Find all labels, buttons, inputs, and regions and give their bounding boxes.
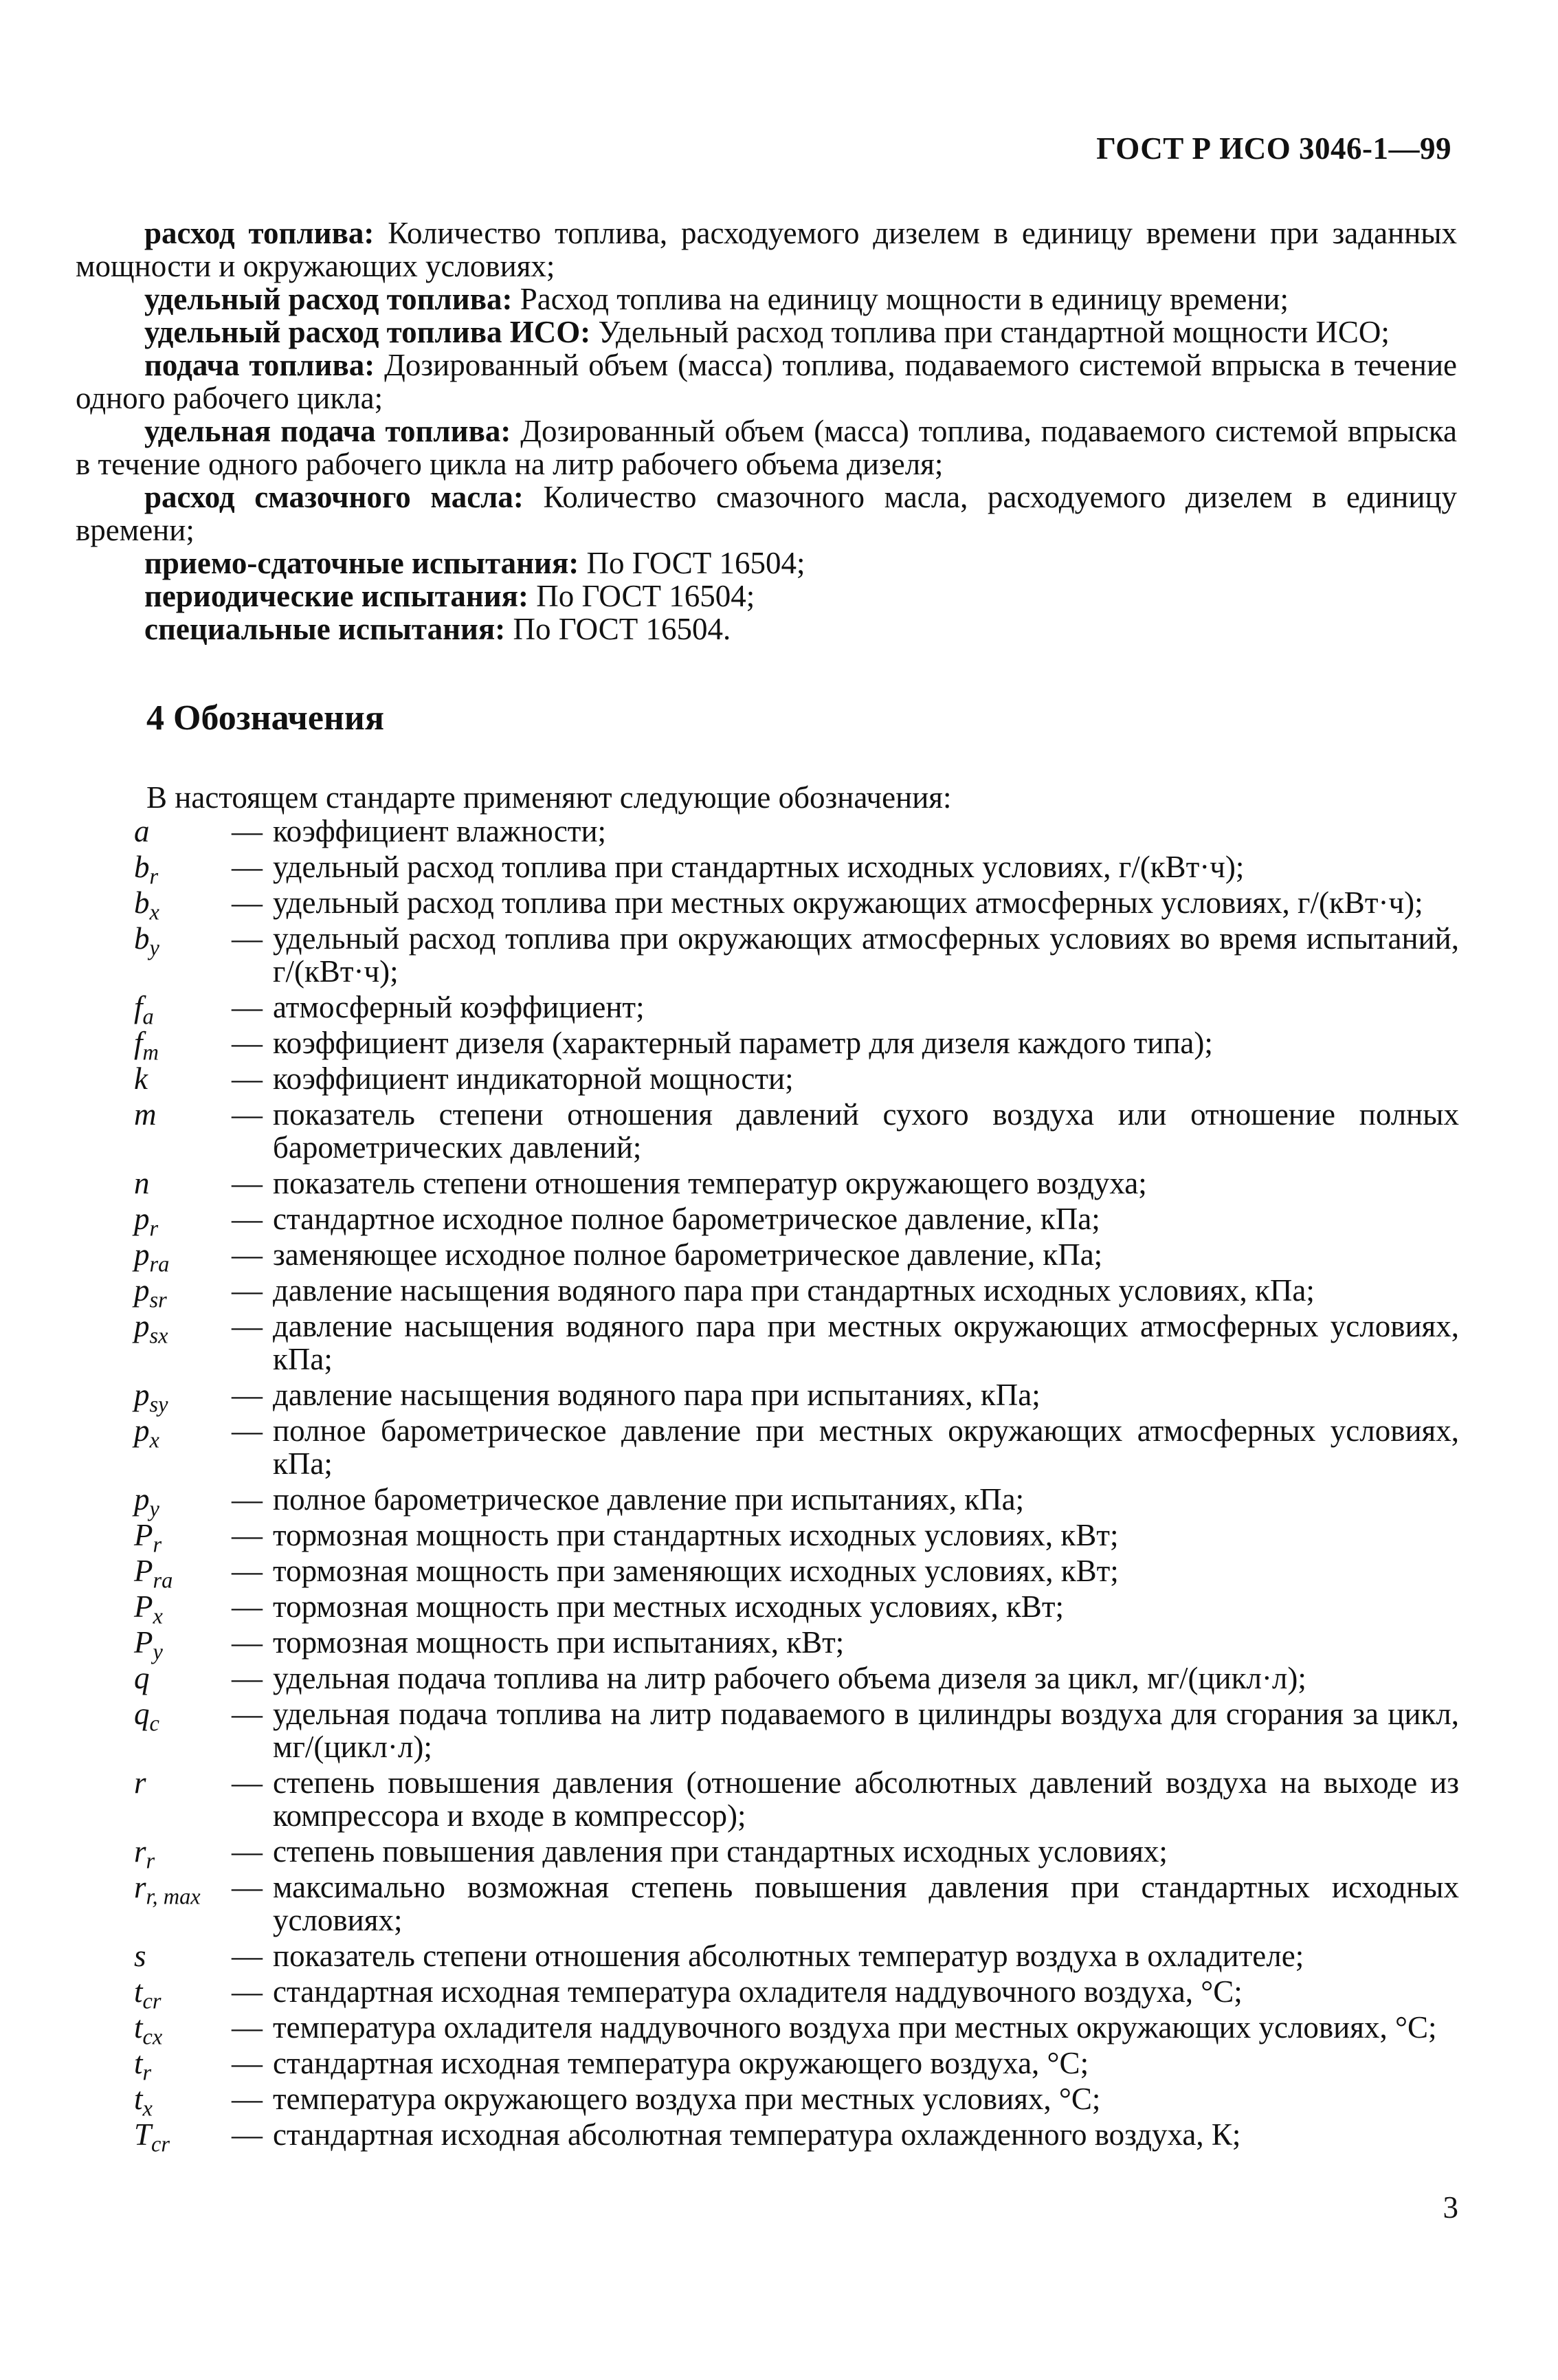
symbol-row [134,1518,1459,1558]
symbol-subscript: cx [142,2025,163,2050]
symbol-base: t [134,2046,143,2080]
symbol-description: удельный расход топлива при местных окружающих атмосферных условиях, г/(кВт·ч); [273,885,1423,920]
symbol-description: удельный расход топлива при стандартных исходных условиях, г/(кВт·ч); [273,850,1245,884]
definition-term: удельная подача топлива: [144,414,511,448]
symbol-dash: — [232,1625,263,1660]
symbol-dash: — [232,1061,263,1096]
symbol [134,1237,232,1277]
symbol-description: давление насыщения водяного пара при местных окружающих атмосферных условиях, кПа; [273,1309,1459,1376]
symbol [134,990,232,1030]
symbol-base: p [134,1378,150,1412]
symbol [134,1554,232,1594]
symbol-dash: — [232,1166,263,1200]
symbol [134,2082,232,2122]
symbol-row [134,1414,1459,1480]
symbol-row [134,1310,1459,1376]
symbol [134,1482,232,1522]
symbol-row [134,1554,1459,1594]
symbol-dash: — [232,1273,263,1308]
symbol-subscript: x [149,900,159,925]
symbol-row [134,1625,1459,1665]
symbol-base: P [134,1589,153,1624]
symbol-description: температура окружающего воздуха при местных условиях, °С; [273,2082,1101,2116]
symbol-description: давление насыщения водяного пара при стандартных исходных условиях, кПа; [273,1273,1315,1308]
symbol [134,1310,232,1376]
symbol-subscript: c [149,1711,159,1737]
symbol-base: t [134,1974,143,2009]
symbol [134,1697,232,1763]
symbol-row [134,2010,1459,2050]
symbol-row [134,850,1459,890]
symbol-row [134,922,1459,988]
page-number: 3 [1443,2190,1458,2225]
symbol-subscript: x [153,1604,163,1629]
symbol [134,1871,232,1937]
symbol [134,1202,232,1242]
symbol-base: p [134,1309,150,1343]
symbol-row [134,815,1459,848]
definition-item [76,547,1457,580]
symbol [134,1026,232,1066]
symbol-base: b [134,850,150,884]
symbol-description: удельная подача топлива на литр подаваемого в цилиндры воздуха для сгорания за цикл, мг/(цикл·л); [273,1697,1459,1764]
symbol-description: стандартная исходная температура охладителя наддувочного воздуха, °С; [273,1974,1243,2009]
symbol [134,1766,232,1832]
symbol [134,1098,232,1164]
definition-text: Дозированный объем (масса) топлива, подаваемого системой впрыска в течение одного рабочего цикла на литр рабочего объема дизеля; [76,414,1458,481]
symbol-description: стандартная исходная температура окружающего воздуха, °С; [273,2046,1089,2080]
symbol-description: температура охладителя наддувочного воздуха при местных окружающих условиях, °С; [273,2010,1437,2045]
symbol-base: k [134,1061,148,1096]
symbol-base: p [134,1202,150,1236]
section-intro: В настоящем стандарте применяют следующие обозначения: [146,780,952,815]
definition-item [76,283,1457,316]
definition-term: специальные испытания: [144,612,506,646]
symbol-dash: — [232,1413,263,1448]
symbol [134,1834,232,1874]
symbol-description: коэффициент индикаторной мощности; [273,1061,794,1096]
symbols-list [134,814,1459,2157]
symbol-row [134,1026,1459,1066]
symbol-dash: — [232,1026,263,1060]
definition-text: Удельный расход топлива при стандартной мощности ИСО; [590,315,1390,349]
definition-term: расход смазочного масла: [144,480,524,514]
symbol-description: показатель степени отношения температур окружающего воздуха; [273,1166,1147,1200]
symbol-subscript: sx [149,1323,168,1349]
symbol [134,2046,232,2086]
symbol-dash: — [232,1661,263,1695]
symbol-row [134,990,1459,1030]
symbol-description: давление насыщения водяного пара при испытаниях, кПа; [273,1378,1040,1412]
symbol-dash: — [232,1378,263,1412]
definition-text: Дозированный объем (масса) топлива, подаваемого системой впрыска в течение одного рабочего цикла; [76,348,1457,415]
definition-term: расход топлива: [144,216,375,250]
symbol-dash: — [232,2010,263,2045]
document-code-header: ГОСТ Р ИСО 3046-1—99 [1096,131,1451,166]
symbol-dash: — [232,885,263,920]
symbol [134,850,232,890]
definitions-list [76,217,1457,646]
symbol-row [134,2117,1459,2157]
symbol-base: q [134,1661,150,1695]
symbol-row [134,1062,1459,1095]
section-title: 4 Обозначения [146,698,384,738]
symbol-base: p [134,1482,150,1517]
symbol [134,1273,232,1313]
symbol [134,1062,232,1095]
symbol-base: P [134,1518,153,1552]
symbol-dash: — [232,1870,263,1904]
symbol [134,1414,232,1480]
symbol-row [134,1167,1459,1200]
symbol-description: тормозная мощность при местных исходных условиях, кВт; [273,1589,1064,1624]
symbol-base: t [134,2082,143,2116]
symbol-description: тормозная мощность при испытаниях, кВт; [273,1625,845,1660]
symbol-base: r [134,1765,146,1800]
symbol-row [134,1662,1459,1695]
symbol-dash: — [232,1202,263,1236]
symbol-dash: — [232,2082,263,2116]
symbol-row [134,1766,1459,1832]
symbol-base: q [134,1697,150,1731]
symbol [134,922,232,988]
definition-term: удельный расход топлива: [144,282,513,316]
symbol-dash: — [232,1589,263,1624]
symbol-dash: — [232,1697,263,1731]
symbol-base: r [134,1870,146,1904]
symbol-base: T [134,2117,152,2152]
symbol [134,1378,232,1418]
symbol-subscript: cr [151,2132,170,2157]
definition-text: Количество смазочного масла, расходуемого дизелем в единицу времени; [76,480,1457,547]
symbol-subscript: cr [142,1989,162,2014]
symbol-description: удельная подача топлива на литр рабочего объема дизеля за цикл, мг/(цикл·л); [273,1661,1306,1695]
symbol-subscript: x [142,2096,153,2122]
symbol-dash: — [232,1554,263,1588]
symbol-dash: — [232,1482,263,1517]
symbol-description: максимально возможная степень повышения давления при стандартных исходных условиях; [273,1870,1459,1937]
symbol-dash: — [232,2046,263,2080]
symbol-dash: — [232,850,263,884]
definition-text: По ГОСТ 16504; [528,579,755,613]
definition-term: подача топлива: [144,348,375,382]
symbol-base: r [134,1834,146,1869]
symbol-base: n [134,1166,150,1200]
symbol [134,1662,232,1695]
symbol-base: p [134,1273,150,1308]
symbol-row [134,1697,1459,1763]
definition-text: По ГОСТ 16504; [579,546,805,580]
symbol-description: степень повышения давления (отношение абсолютных давлений воздуха на выходе из компрессора и входе в компрессор); [273,1765,1459,1833]
symbol-description: степень повышения давления при стандартных исходных условиях; [273,1834,1168,1869]
symbol-row [134,885,1459,925]
symbol-description: показатель степени отношения давлений сухого воздуха или отношение полных барометрических давлений; [273,1097,1459,1165]
symbol-base: P [134,1625,153,1660]
definition-item [76,415,1457,481]
symbol-base: b [134,885,150,920]
symbol-row [134,1273,1459,1313]
symbol-dash: — [232,2117,263,2152]
symbol [134,1589,232,1629]
symbol-subscript: x [149,1428,159,1453]
symbol-row [134,1098,1459,1164]
symbol-base: p [134,1237,150,1272]
symbol-base: f [134,1026,143,1060]
symbol-subscript: r [146,1849,155,1874]
definition-item [76,580,1457,613]
symbol-dash: — [232,1097,263,1132]
symbol-description: полное барометрическое давление при местных окружающих атмосферных условиях, кПа; [273,1413,1459,1481]
symbol-subscript: y [149,936,159,961]
symbol-subscript: y [153,1640,163,1665]
symbol-subscript: r [149,1216,159,1242]
symbol-row [134,1589,1459,1629]
symbol-subscript: m [142,1040,159,1066]
definition-text: По ГОСТ 16504. [505,612,731,646]
definition-item [76,316,1457,349]
symbol-subscript: ra [149,1252,170,1277]
symbol-row [134,1482,1459,1522]
definition-term: периодические испытания: [144,579,529,613]
symbol-description: коэффициент дизеля (характерный параметр для дизеля каждого типа); [273,1026,1213,1060]
symbol [134,2010,232,2050]
symbol-subscript: y [149,1497,159,1522]
symbol-base: s [134,1939,146,1973]
symbol-base: b [134,921,150,956]
symbol [134,1939,232,1972]
symbol-dash: — [232,921,263,956]
symbol-description: коэффициент влажности; [273,814,607,848]
definition-term: удельный расход топлива ИСО: [144,315,591,349]
symbol-subscript: r [153,1532,162,1558]
symbol-subscript: ra [153,1568,173,1594]
symbol-row [134,1202,1459,1242]
symbol-row [134,1834,1459,1874]
symbol-description: удельный расход топлива при окружающих атмосферных условиях во время испытаний, г/(кВт·ч); [273,921,1459,989]
symbol-dash: — [232,990,263,1024]
symbol [134,1974,232,2014]
symbol-subscript: r, max [146,1884,201,1910]
symbol-base: m [134,1097,157,1132]
definition-item [76,349,1457,415]
symbol-dash: — [232,1834,263,1869]
symbol-base: P [134,1554,153,1588]
symbol-base: f [134,990,143,1024]
symbol-description: тормозная мощность при стандартных исходных условиях, кВт; [273,1518,1119,1552]
symbol-description: полное барометрическое давление при испытаниях, кПа; [273,1482,1025,1517]
symbol [134,1625,232,1665]
definition-term: приемо-сдаточные испытания: [144,546,579,580]
symbol-base: a [134,814,150,848]
symbol [134,815,232,848]
symbol-row [134,1237,1459,1277]
definition-item [76,217,1457,283]
symbol-base: t [134,2010,143,2045]
symbol [134,1167,232,1200]
symbol-row [134,2082,1459,2122]
definition-item [76,481,1457,547]
symbol-description: заменяющее исходное полное барометрическое давление, кПа; [273,1237,1103,1272]
symbol [134,1518,232,1558]
symbol-row [134,1378,1459,1418]
symbol-subscript: r [142,2060,152,2086]
symbol-subscript: r [149,864,159,890]
symbol [134,885,232,925]
symbol-dash: — [232,1518,263,1552]
symbol-dash: — [232,1309,263,1343]
symbol-description: стандартное исходное полное барометрическое давление, кПа; [273,1202,1100,1236]
symbol-subscript: sr [149,1288,167,1313]
symbol-dash: — [232,814,263,848]
definition-text: Количество топлива, расходуемого дизелем в единицу времени при заданных мощности и окружающих условиях; [76,216,1457,283]
symbol-dash: — [232,1974,263,2009]
symbol-row [134,2046,1459,2086]
symbol-base: p [134,1413,150,1448]
symbol-row [134,1939,1459,1972]
symbol-description: стандартная исходная абсолютная температура охлажденного воздуха, К; [273,2117,1241,2152]
symbol-dash: — [232,1939,263,1973]
symbol-dash: — [232,1237,263,1272]
symbol-subscript: a [142,1004,154,1030]
definition-item [76,613,1457,646]
symbol-description: тормозная мощность при заменяющих исходных условиях, кВт; [273,1554,1119,1588]
symbol-subscript: sy [149,1392,168,1418]
symbol-description: атмосферный коэффициент; [273,990,645,1024]
symbol-row [134,1871,1459,1937]
symbol [134,2117,232,2157]
symbol-description: показатель степени отношения абсолютных температур воздуха в охладителе; [273,1939,1304,1973]
symbol-row [134,1974,1459,2014]
symbol-dash: — [232,1765,263,1800]
definition-text: Расход топлива на единицу мощности в единицу времени; [512,282,1289,316]
